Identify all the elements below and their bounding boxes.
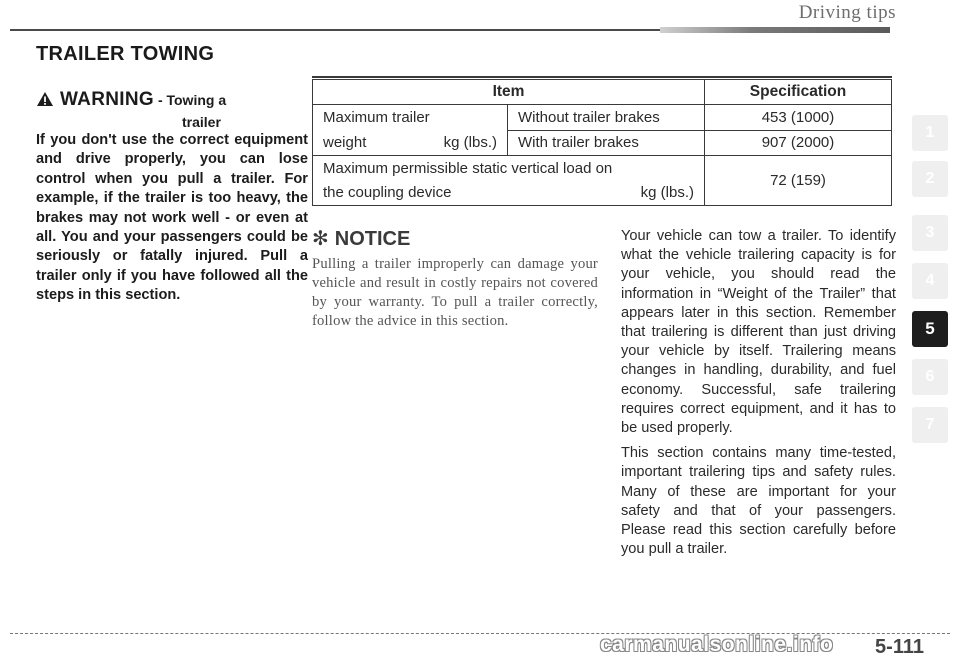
header-item: Item	[313, 80, 705, 105]
row1-sub2: With trailer brakes	[508, 130, 705, 155]
table-top-rule	[312, 76, 892, 78]
row1-label-bottom	[313, 130, 508, 155]
row1-val2: 907 (2000)	[705, 130, 892, 155]
watermark: carmanualsonline.info	[600, 633, 834, 656]
notice-body: Pulling a trailer improperly can damage your vehicle and result in costly repairs not covered by your warranty. To pull a trailer correctly, follow the advice in this section.	[312, 256, 598, 329]
table-header-row	[313, 80, 892, 105]
notice-asterisk-icon: ✻	[312, 228, 329, 250]
body-paragraph-2: This section contains many time-tested, important trailering tips and safety rules. Many of these are important for your safety and that of your passengers. Please read this section carefully before you pull a trailer.	[621, 445, 896, 558]
notice-title: NOTICE	[334, 228, 411, 250]
row2-label-bottom	[313, 181, 705, 206]
chapter-tab-3[interactable]: 3	[912, 215, 948, 251]
warning-subtitle: - Towing a	[157, 92, 227, 108]
chapter-tab-7[interactable]: 7	[912, 407, 948, 443]
row2-label-device: the coupling device	[323, 184, 452, 202]
chapter-tab-4[interactable]: 4	[912, 263, 948, 299]
row1-sub1: Without trailer brakes	[508, 105, 705, 130]
row2-label-top: Maximum permissible static vertical load on	[313, 156, 705, 181]
chapter-tab-2[interactable]: 2	[912, 161, 948, 197]
page-number: 5-111	[875, 636, 924, 658]
warning-subtitle-line2: trailer	[182, 114, 221, 130]
warning-word: WARNING	[60, 89, 154, 110]
row1-val1: 453 (1000)	[705, 105, 892, 130]
trailer-spec-table	[312, 79, 892, 206]
table-row	[313, 105, 892, 130]
table-row	[313, 156, 892, 181]
running-header: Driving tips	[798, 2, 896, 23]
section-title: TRAILER TOWING	[36, 43, 215, 65]
notice-heading	[312, 226, 410, 251]
row1-label-unit: kg (lbs.)	[443, 134, 497, 152]
row1-label-weight: weight	[323, 134, 367, 152]
row1-label-top: Maximum trailer	[313, 105, 508, 130]
row2-val: 72 (159)	[705, 156, 892, 206]
table-row	[313, 130, 892, 155]
body-paragraph-1: Your vehicle can tow a trailer. To identify what the vehicle trailering capacity is for your vehicle, you should read the information in “Weight of the Trailer” that appears later in this section. Remember that trailering is different than just driving your vehicle by itself. Trailering means changes in handling, durability, and fuel economy. Successful, safe trailering requires correct equipment, and it has to be used properly.	[621, 228, 896, 437]
warning-heading	[36, 89, 306, 130]
header-specification: Specification	[705, 80, 892, 105]
header-rule-accent	[660, 27, 890, 33]
warning-triangle-icon	[36, 91, 54, 112]
chapter-tab-5-active[interactable]: 5	[912, 311, 948, 347]
warning-body: If you don't use the correct equipment and drive properly, you can lose control when you pull a trailer. For example, if the trailer is too heavy, the brakes may not work well - or even at all. You and your passengers could be seriously or fatally injured. Pull a trailer only if you have followed all the steps in this section.	[36, 132, 308, 304]
body-text-column	[621, 227, 896, 565]
chapter-tab-6[interactable]: 6	[912, 359, 948, 395]
chapter-tab-1[interactable]: 1	[912, 115, 948, 151]
row2-label-unit: kg (lbs.)	[640, 184, 694, 202]
